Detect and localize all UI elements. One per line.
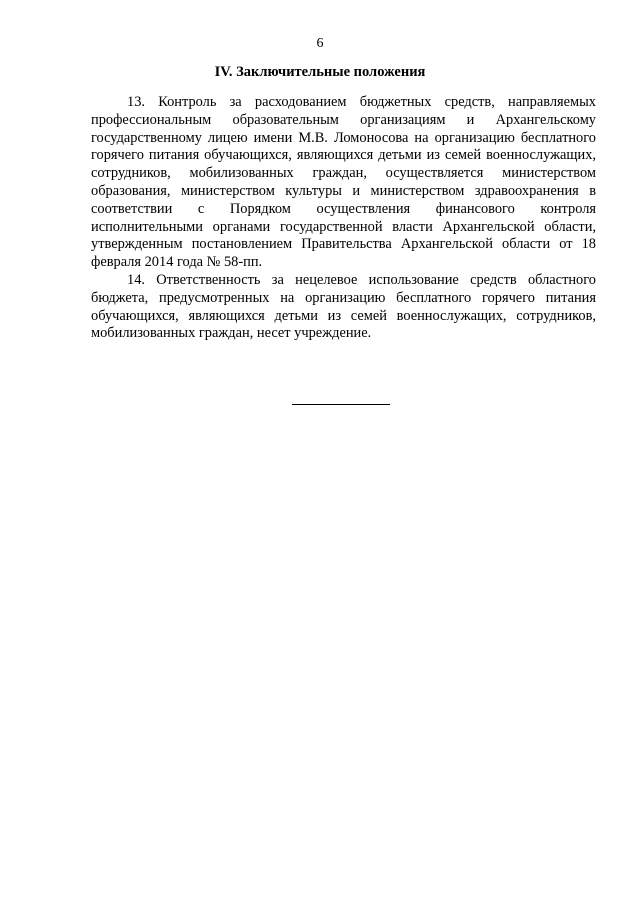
page-number: 6 (316, 36, 324, 51)
paragraph-14: 14. Ответственность за нецелевое использование средств областного бюджета, предусмотренных на организацию бесплатного горячего питания обучающихся, являющихся детьми из семей военнослужащих, сотрудников, мобилизованных граждан, несет учреждение. (91, 271, 596, 342)
end-divider (292, 404, 390, 405)
document-body (91, 94, 596, 343)
paragraph-13: 13. Контроль за расходованием бюджетных средств, направляемых профессиональным образовательным организациям и Архангельскому государственному лицею имени М.В. Ломоносова на организацию бесплатного горячего питания обучающихся, являющихся детьми из семей военнослужащих, сотрудников, мобилизованных граждан, осуществляется министерством образования, министерством культуры и министерством здравоохранения в соответствии с Порядком осуществления финансового контроля исполнительными органами государственной власти Архангельской области, утвержденным постановлением Правительства Архангельской области от 18 февраля 2014 года № 58-пп. (91, 94, 596, 271)
section-title: IV. Заключительные положения (214, 64, 426, 80)
